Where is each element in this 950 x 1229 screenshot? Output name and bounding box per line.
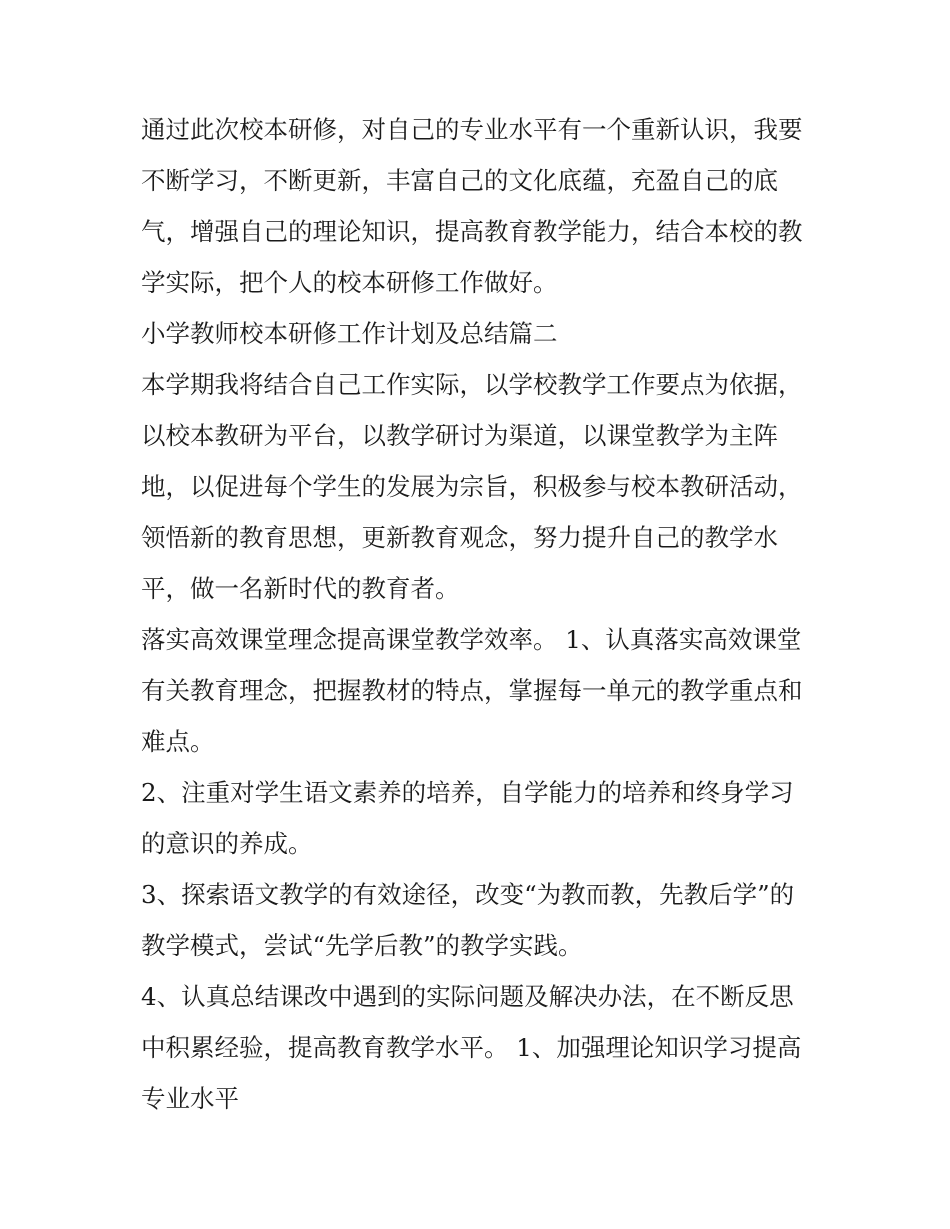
text-line: 难点。 — [141, 727, 215, 756]
text-line: 领悟新的教育思想，更新教育观念，努力提升自己的教学水 — [141, 523, 778, 552]
text-line: 教学模式，尝试“先学后教”的教学实践。 — [141, 931, 583, 960]
paragraph — [141, 767, 821, 869]
paragraph — [141, 971, 821, 1124]
paragraph — [141, 359, 821, 614]
text-line: 不断学习，不断更新，丰富自己的文化底蕴，充盈自己的底 — [141, 166, 778, 195]
paragraph — [141, 869, 821, 971]
paragraph — [141, 308, 821, 359]
text-line: 2、注重对学生语文素养的培养，自学能力的培养和终身学习 — [141, 778, 794, 807]
paragraph — [141, 614, 821, 767]
document-body — [141, 104, 821, 1124]
text-line: 以校本教研为平台，以教学研讨为渠道，以课堂教学为主阵 — [141, 421, 778, 450]
text-line: 3、探索语文教学的有效途径，改变“为教而教，先教后学”的 — [141, 880, 795, 909]
text-line: 4、认真总结课改中遇到的实际问题及解决办法，在不断反思 — [141, 982, 794, 1011]
text-line: 的意识的养成。 — [141, 829, 313, 858]
text-line: 平，做一名新时代的教育者。 — [141, 574, 460, 603]
text-line: 本学期我将结合自己工作实际，以学校教学工作要点为依据， — [141, 370, 803, 399]
text-line: 气，增强自己的理论知识，提高教育教学能力，结合本校的教 — [141, 217, 803, 246]
text-line: 有关教育理念，把握教材的特点，掌握每一单元的教学重点和 — [141, 676, 803, 705]
text-line: 通过此次校本研修，对自己的专业水平有一个重新认识，我要 — [141, 115, 803, 144]
text-line: 学实际，把个人的校本研修工作做好。 — [141, 268, 558, 297]
text-line: 落实高效课堂理念提高课堂教学效率。 1、认真落实高效课堂 — [141, 625, 802, 654]
text-line: 中积累经验，提高教育教学水平。 1、加强理论知识学习提高 — [141, 1033, 802, 1062]
text-line: 地，以促进每个学生的发展为宗旨，积极参与校本教研活动， — [141, 472, 803, 501]
text-line: 专业水平 — [141, 1084, 239, 1113]
paragraph — [141, 104, 821, 308]
text-line: 小学教师校本研修工作计划及总结篇二 — [141, 319, 558, 348]
